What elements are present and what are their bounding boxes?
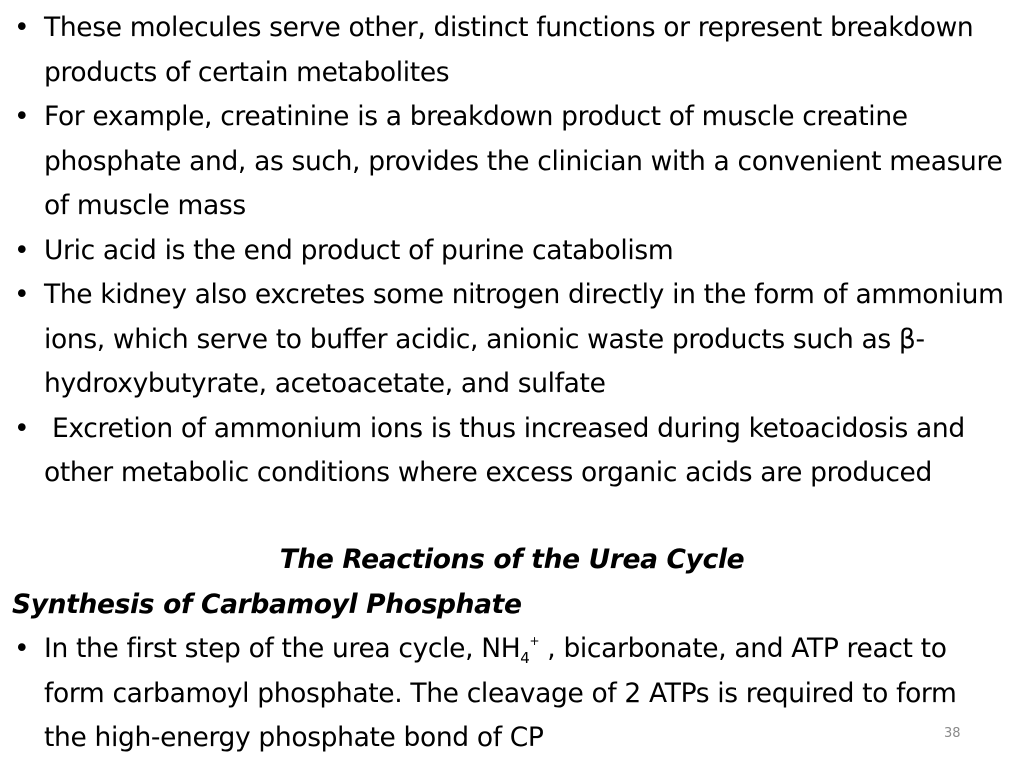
bullet-text: The kidney also excretes some nitrogen directly in the form of ammonium ions, which serve to buffer acidic, anionic waste products such as β-hydroxybutyrate, acetoacetate, and sulfate <box>44 279 1004 399</box>
bullet-list-top <box>0 6 1024 496</box>
bullet-text: These molecules serve other, distinct functions or represent breakdown products of certain metabolites <box>44 12 974 88</box>
bullet-text-end: , bicarbonate, and ATP react to form carbamoyl phosphate. The cleavage of 2 ATPs is required to form the high-energy phosphate bond of CP <box>44 633 957 753</box>
bullet-item <box>0 407 1024 496</box>
page-number: 38 <box>944 726 961 741</box>
bullet-item <box>0 229 1024 274</box>
ammonium-superscript: + <box>529 634 540 648</box>
bullet-item <box>0 627 1024 761</box>
bullet-item <box>0 95 1024 229</box>
bullet-item <box>0 6 1024 95</box>
subsection-heading: Synthesis of Carbamoyl Phosphate <box>12 589 522 620</box>
bullet-text: Uric acid is the end product of purine catabolism <box>44 234 674 266</box>
ammonium-subscript: 4 <box>520 649 530 667</box>
bullet-list-bottom <box>0 627 1024 761</box>
bullet-text: Excretion of ammonium ions is thus increased during ketoacidosis and other metabolic conditions where excess organic acids are produced <box>44 412 965 488</box>
bullet-text-start: In the first step of the urea cycle, NH <box>44 633 521 664</box>
bullet-item <box>0 273 1024 407</box>
section-heading: The Reactions of the Urea Cycle <box>279 544 745 575</box>
bullet-text: For example, creatinine is a breakdown product of muscle creatine phosphate and, as such, provides the clinician with a convenient measure of muscle mass <box>44 101 1003 221</box>
